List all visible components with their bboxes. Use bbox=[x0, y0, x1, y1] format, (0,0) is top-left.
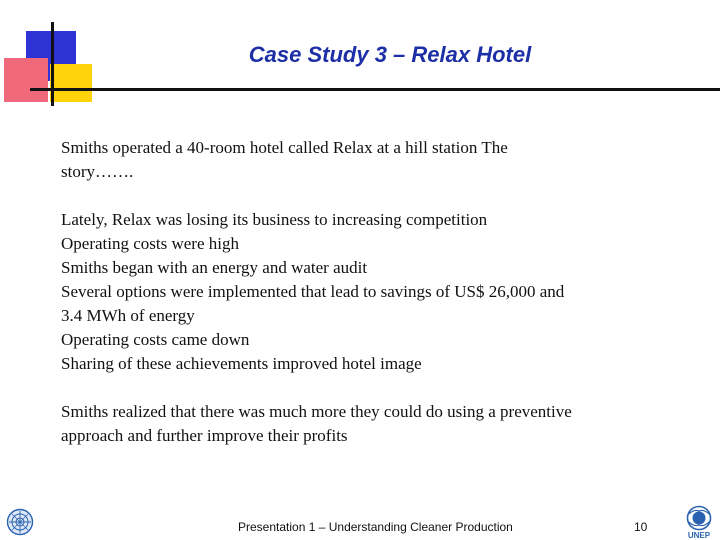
unep-logo-icon bbox=[684, 505, 714, 539]
paragraph-intro bbox=[61, 136, 681, 184]
text-line: Lately, Relax was losing its business to increasing competition bbox=[61, 210, 488, 229]
unep-logo-label: UNEP bbox=[687, 531, 711, 539]
decor-square-red bbox=[4, 58, 48, 102]
text-line: Smiths began with an energy and water audit bbox=[61, 258, 368, 277]
text-line: 3.4 MWh of energy bbox=[61, 306, 195, 325]
text-line: approach and further improve their profits bbox=[61, 426, 348, 445]
page-number: 10 bbox=[634, 520, 648, 534]
decor-vertical-line bbox=[51, 22, 54, 106]
text-line: story……. bbox=[61, 162, 134, 181]
slide-title: Case Study 3 – Relax Hotel bbox=[248, 42, 532, 67]
text-line: Operating costs came down bbox=[61, 330, 250, 349]
un-emblem-icon bbox=[6, 508, 34, 536]
paragraph-conclusion bbox=[61, 400, 681, 448]
text-line: Smiths realized that there was much more they could do using a preventive bbox=[61, 402, 572, 421]
text-line: Sharing of these achievements improved hotel image bbox=[61, 354, 422, 373]
decor-horizontal-line bbox=[30, 88, 720, 91]
paragraph-story bbox=[61, 208, 681, 376]
footer-presentation-title: Presentation 1 – Understanding Cleaner Production bbox=[238, 520, 513, 534]
text-line: Smiths operated a 40-room hotel called Relax at a hill station The bbox=[61, 138, 508, 157]
decor-square-yellow bbox=[50, 64, 92, 102]
text-line: Operating costs were high bbox=[61, 234, 239, 253]
text-line: Several options were implemented that lead to savings of US$ 26,000 and bbox=[61, 282, 565, 301]
